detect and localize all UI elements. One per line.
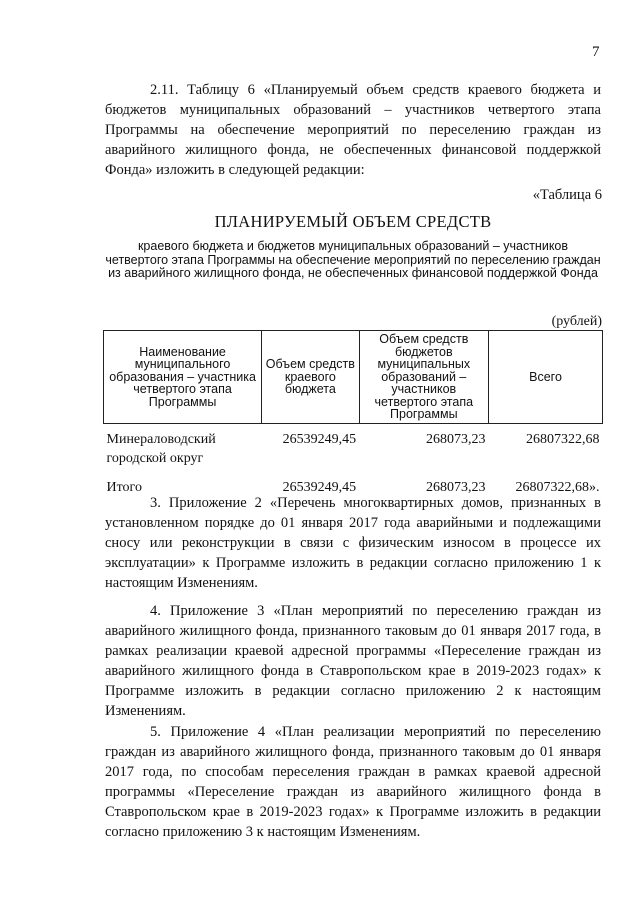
cell-total: 26807322,68 xyxy=(526,431,600,447)
table-title: ПЛАНИРУЕМЫЙ ОБЪЕМ СРЕДСТВ xyxy=(214,212,492,231)
cell-regional-budget: 26539249,45 xyxy=(282,431,357,447)
intro-paragraph: 2.11. Таблицу 6 «Планируемый объем средств краевого бюджета и бюджетов муниципальных образований – участников четвертого этапа Программы на обеспечение мероприятий по переселению граждан из аварийного жилищного фонда, не обеспеченных финансовой поддержкой Фонда» изложить в следующей редакции: xyxy=(105,82,601,178)
paragraph-5: 5. Приложение 4 «План реализации мероприятий по переселению граждан из аварийного жилищного фонда, признанного таковым до 01 января 2017 года, по способам переселения граждан в рамках краевой адресной программы «Переселение граждан из аварийного жилищного фонда в Ставропольском крае в 2019-2023 годах» к Программе изложить в редакции согласно приложению 3 к настоящим Изменениям. xyxy=(105,724,601,840)
cell-municipal-budget: 268073,23 xyxy=(426,431,486,447)
table-row xyxy=(104,423,603,472)
paragraph-4: 4. Приложение 3 «План мероприятий по переселению граждан из аварийного жилищного фонда, признанного таковым до 01 января 2017 года, в рамках реализации краевой адресной программы «Переселение граждан из аварийного жилищного фонда в Ставропольском крае в 2019-2023 годах» к Программе изложить в редакции согласно приложению 2 к настоящим Изменениям. xyxy=(105,603,601,719)
cell-grand-total: 26807322,68». xyxy=(515,479,600,495)
units-label: (рублей) xyxy=(551,314,602,329)
table-header-row xyxy=(104,331,603,424)
cell-total-regional: 26539249,45 xyxy=(282,479,357,495)
header-municipality: Наименование муниципального образования – участника четвертого этапа Программы xyxy=(104,331,262,424)
cell-total-label: Итого xyxy=(106,479,142,495)
page-number: 7 xyxy=(592,44,600,60)
paragraph-3: 3. Приложение 2 «Перечень многоквартирных домов, признанных в установленном порядке до 01 января 2017 года аварийными и подлежащими сносу или реконструкции в связи с физическим износом в процессе их эксплуатации» к Программе изложить в редакции согласно приложению 1 к настоящим Изменениям. xyxy=(105,495,601,591)
table-subtitle: краевого бюджета и бюджетов муниципальных образований – участников четвертого этапа Программы на обеспечение мероприятий по переселению граждан из аварийного жилищного фонда, не обеспеченных финансовой поддержкой Фонда xyxy=(105,239,601,280)
cell-municipality: Минераловодский городской округ xyxy=(106,431,216,466)
table-caption: «Таблица 6 xyxy=(532,187,602,203)
budget-table xyxy=(103,330,603,501)
cell-total-municipal: 268073,23 xyxy=(426,479,486,495)
header-regional-budget: Объем средств краевого бюджета xyxy=(262,331,359,424)
header-municipal-budget: Объем средств бюджетов муниципальных образований – участников четвертого этапа Программы xyxy=(359,331,488,424)
header-total: Всего xyxy=(489,331,603,424)
